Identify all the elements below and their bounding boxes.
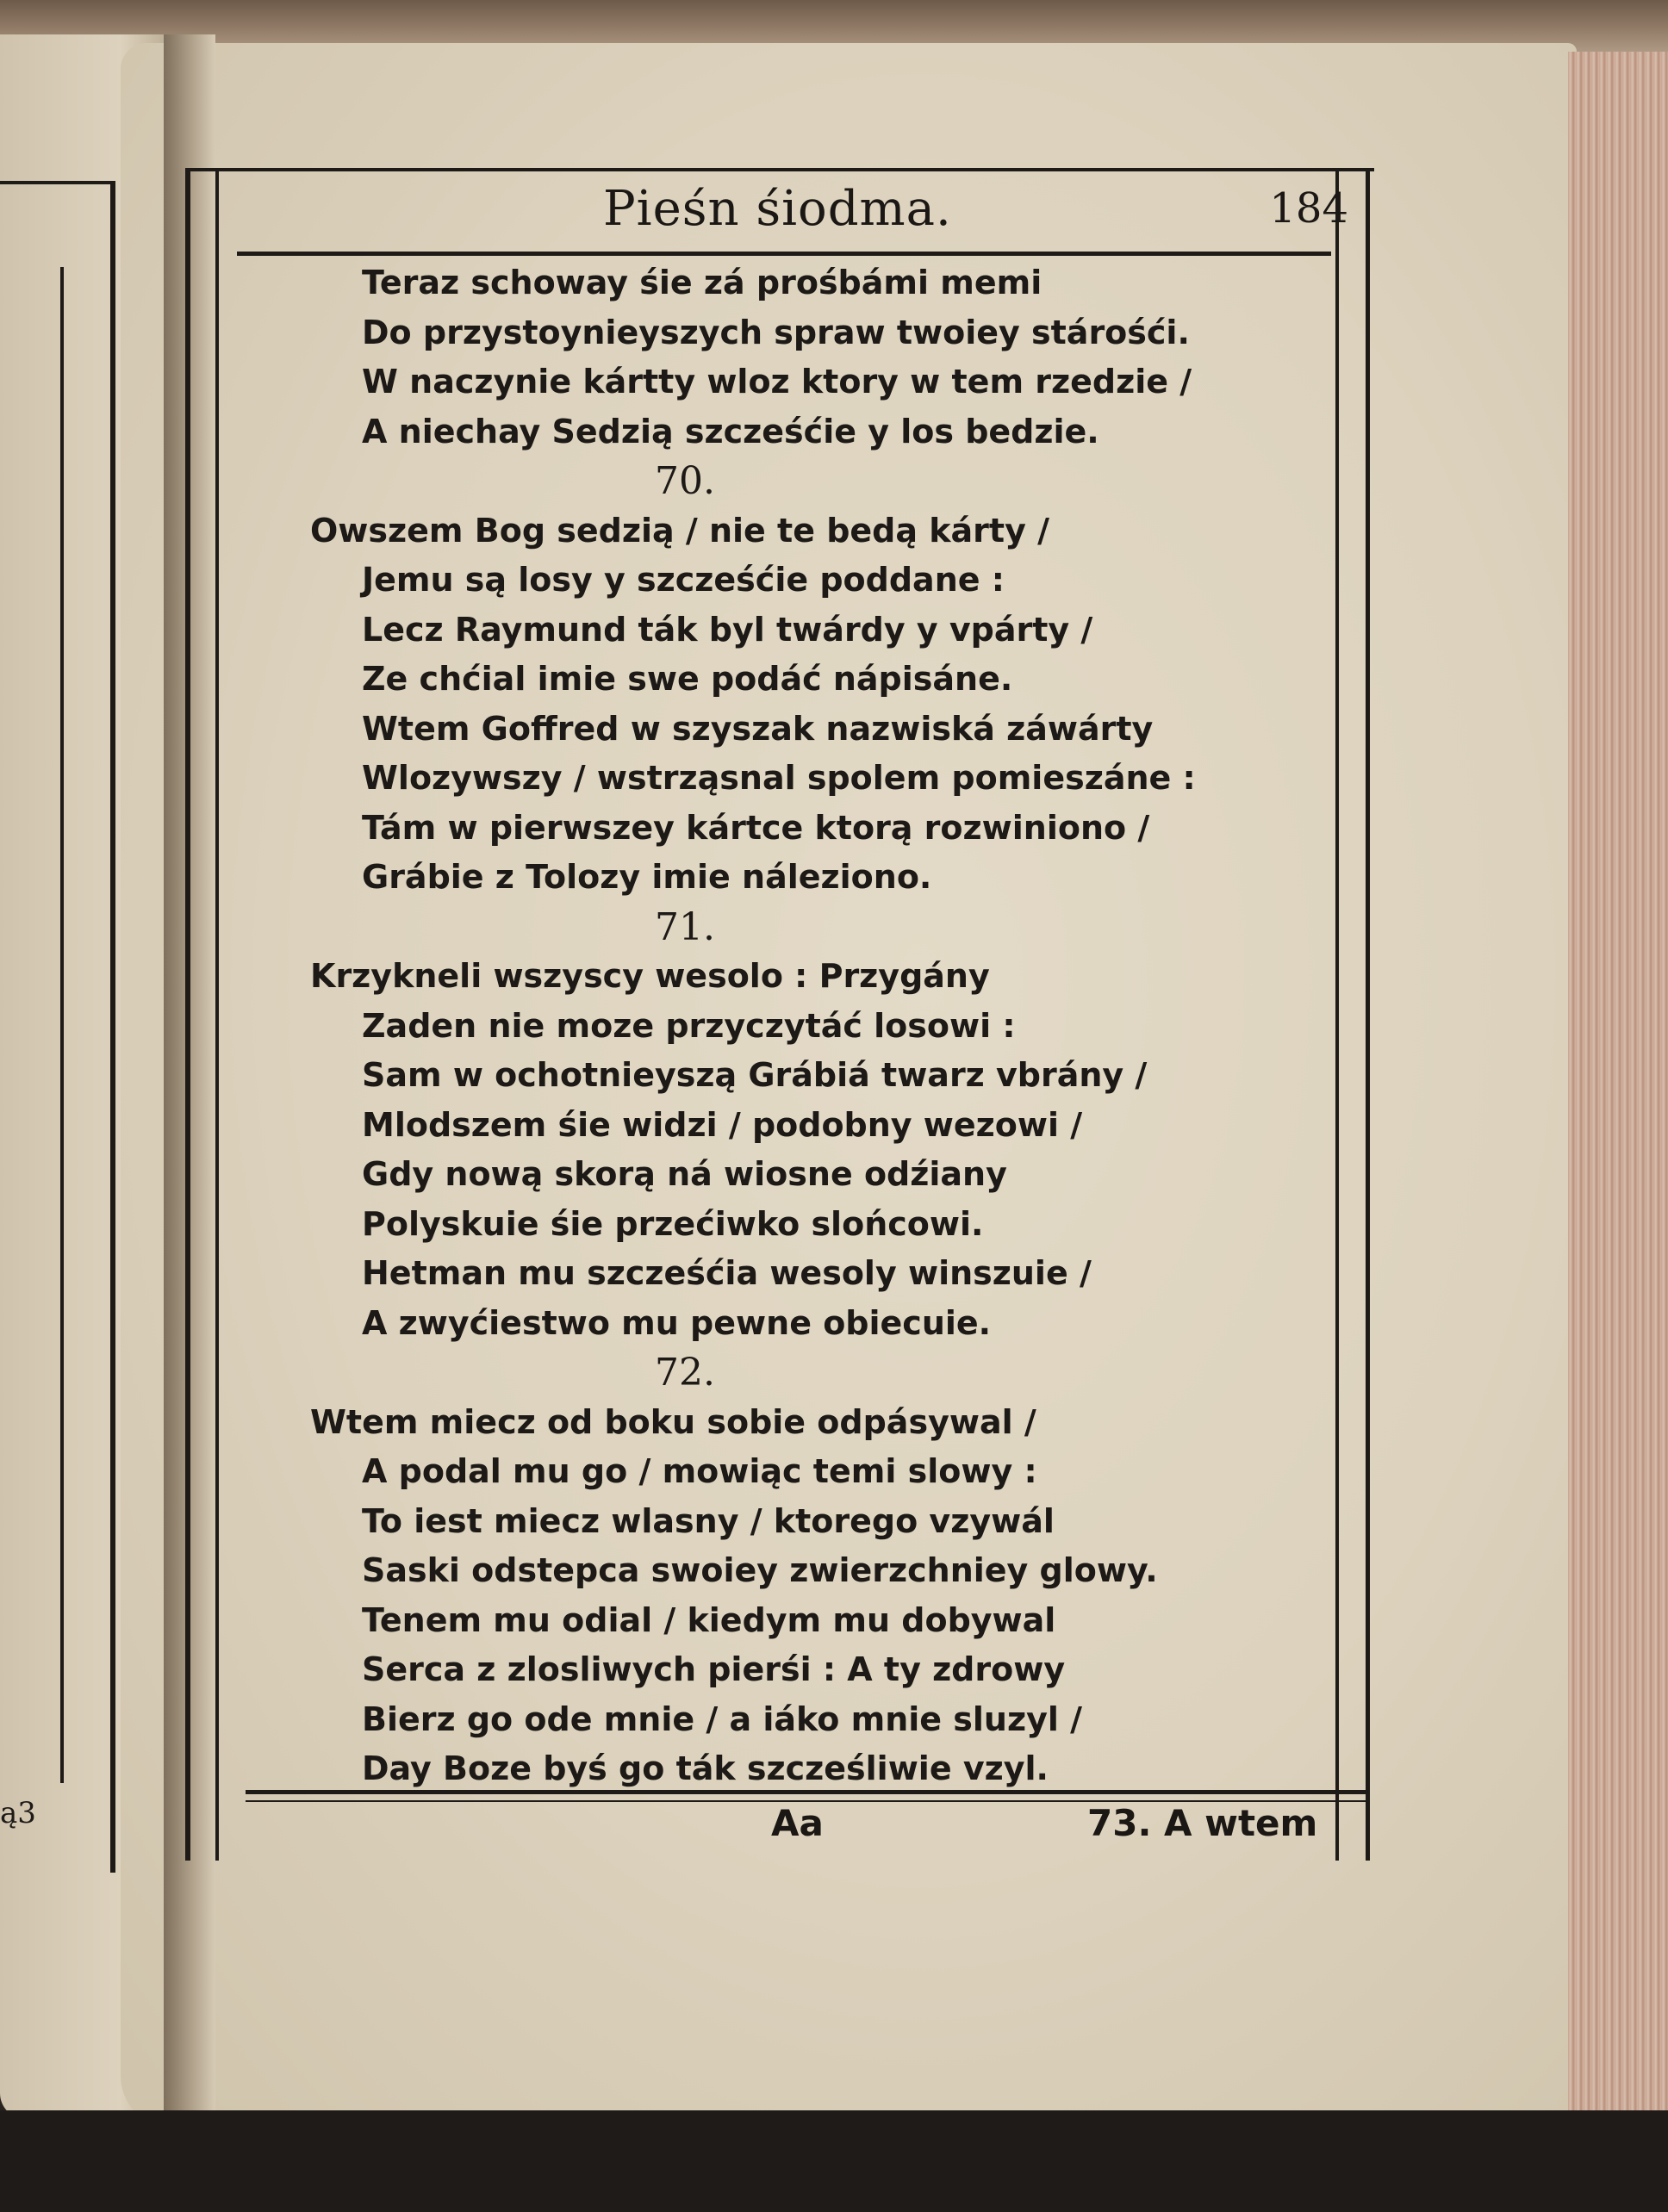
header-rule: [237, 252, 1331, 256]
catchword: 73. A wtem: [1087, 1802, 1318, 1844]
verse-line: Hetman mu szcześćia wesoly winszuie /: [362, 1254, 1092, 1292]
frame-left-rule-inner: [215, 168, 219, 1861]
verse-line: Teraz schoway śie zá prośbámi memi: [362, 264, 1042, 301]
verse-line: Polyskuie śie przećiwko slońcowi.: [362, 1204, 984, 1243]
verse-line: Gdy nową skorą ná wiosne odźiany: [362, 1155, 1007, 1193]
verse-line: Wtem Goffred w szyszak nazwiská záwárty: [362, 709, 1154, 748]
frame-right-rule-inner: [1335, 168, 1339, 1861]
stanza-number: 72.: [655, 1351, 715, 1395]
verse-line: Lecz Raymund ták byl twárdy y vpárty /: [362, 610, 1093, 649]
frame-left-rule-outer: [185, 168, 190, 1861]
verse-line: Krzykneli wszyscy wesolo : Przygány: [310, 957, 990, 995]
verse-line: A podal mu go / mowiąc temi slowy :: [362, 1452, 1037, 1490]
verse-line: Saski odstepca swoiey zwierzchniey glowy.: [362, 1551, 1158, 1589]
verse-line: Wlozywszy / wstrząsnal spolem pomieszáne :: [362, 759, 1196, 797]
verse-line: Sam w ochotnieyszą Grábiá twarz vbrány /: [362, 1056, 1148, 1094]
verse-line: Tenem mu odial / kiedym mu dobywal: [362, 1600, 1056, 1639]
verse-line: Day Boze byś go ták szcześliwie vzyl.: [362, 1749, 1049, 1787]
verse-line: Owszem Bog sedzią / nie te bedą kárty /: [310, 511, 1049, 550]
verse-line: Zaden nie moze przyczytáć losowi :: [362, 1006, 1016, 1045]
verse-line: Mlodszem śie widzi / podobny wezowi /: [362, 1105, 1083, 1144]
verse-line: Wtem miecz od boku sobie odpásywal /: [310, 1402, 1036, 1441]
running-head: Pieśn śiodma.: [603, 181, 952, 237]
verse-line: A niechay Sedzią szcześćie y los bedzie.: [362, 412, 1099, 450]
verse-line: Do przystoynieyszych spraw twoiey stárośći.: [362, 313, 1190, 351]
verse-line: W naczynie kártty wloz ktory w tem rzedzie /: [362, 363, 1192, 401]
page-number: 184: [1269, 184, 1348, 233]
poem-text-block: [310, 258, 1335, 1794]
page-edges: [1568, 52, 1668, 2119]
verse-line: Bierz go ode mnie / a iáko mnie sluzyl /: [362, 1699, 1082, 1738]
left-page-margin-fragment: ą3: [0, 1796, 36, 1830]
signature-mark: Aa: [771, 1802, 824, 1844]
verse-line: Tám w pierwszey kártce ktorą rozwiniono /: [362, 808, 1150, 847]
verse-line: Ze chćial imie swe podáć nápisáne.: [362, 660, 1013, 698]
background-surface: [0, 2110, 1668, 2212]
verse-line: Serca z zlosliwych pierśi : A ty zdrowy: [362, 1650, 1066, 1688]
left-page-inner-rule: [0, 267, 64, 1783]
verse-line: Jemu są losy y szcześćie poddane :: [362, 561, 1005, 599]
verse-line: Grábie z Tolozy imie náleziono.: [362, 858, 932, 896]
stanza-number: 70.: [655, 459, 715, 503]
stanza-number: 71.: [655, 904, 715, 949]
verse-line: A zwyćiestwo mu pewne obiecuie.: [362, 1303, 992, 1342]
verse-line: To iest miecz wlasny / ktorego vzywál: [362, 1501, 1055, 1540]
frame-right-rule-outer: [1366, 168, 1370, 1861]
